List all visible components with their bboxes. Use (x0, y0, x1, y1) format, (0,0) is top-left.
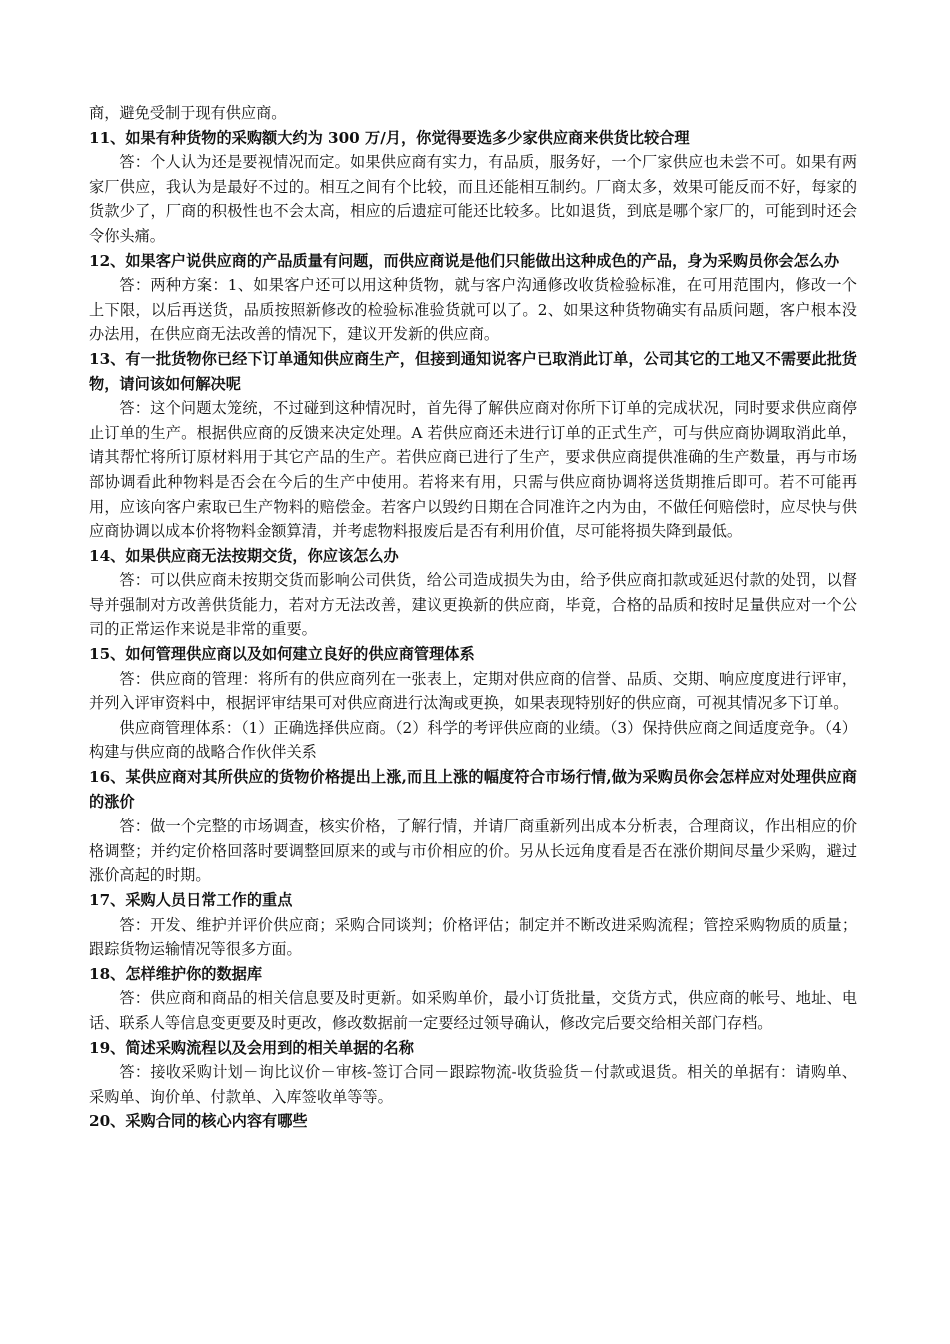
question-12: 12、如果客户说供应商的产品质量有问题，而供应商说是他们只能做出这种成色的产品，身为采购员你会怎么办 (89, 251, 840, 270)
answer-17: 答：开发、维护并评价供应商；采购合同谈判；价格评估；制定并不断改进采购流程；管控采购物质的质量；跟踪货物运输情况等很多方面。 (89, 915, 857, 959)
intro-paragraph: 商，避免受制于现有供应商。 (89, 104, 287, 122)
question-16: 16、某供应商对其所供应的货物价格提出上涨,而且上涨的幅度符合市场行情,做为采购员你会怎样应对处理供应商的涨价 (89, 768, 857, 811)
answer-15-part-1: 答：供应商的管理：将所有的供应商列在一张表上，定期对供应商的信誉、品质、交期、响应度度进行评审，并列入评审资料中，根据评审结果可对供应商进行汰淘或更换，如果表现特别好的供应商，可视其情况多下订单。 (89, 669, 857, 713)
question-17: 17、采购人员日常工作的重点 (89, 891, 293, 909)
answer-18: 答：供应商和商品的相关信息要及时更新。如采购单价，最小订货批量，交货方式，供应商的帐号、地址、电话、联系人等信息变更要及时更改，修改数据前一定要经过领导确认，修改完后要交给相关部门存档。 (89, 989, 857, 1032)
answer-14: 答：可以供应商未按期交货而影响公司供货，给公司造成损失为由，给予供应商扣款或延迟付款的处罚，以督导并强制对方改善供货能力，若对方无法改善，建议更换新的供应商，毕竟，合格的品质和按时足量供应对一个公司的正常运作来说是非常的重要。 (89, 571, 857, 639)
answer-11: 答：个人认为还是要视情况而定。如果供应商有实力，有品质，服务好，一个厂家供应也未尝不可。如果有两家厂供应，我认为是最好不过的。相互之间有个比较，而且还能相互制约。厂商太多，效果可能反而不好，每家的货款少了，厂商的积极性也不会太高，相应的后遗症可能还比较多。比如退货，到底是哪个家厂的，可能到时还会令你头痛。 (89, 153, 857, 245)
question-15: 15、如何管理供应商以及如何建立良好的供应商管理体系 (89, 645, 475, 664)
question-18: 18、怎样维护你的数据库 (89, 964, 263, 983)
question-13: 13、有一批货物你已经下订单通知供应商生产，但接到通知说客户已取消此订单，公司其它的工地又不需要此批货物，请问该如何解决呢 (89, 349, 857, 393)
question-19: 19、简述采购流程以及会用到的相关单据的名称 (89, 1038, 414, 1057)
answer-15-part-2: 供应商管理体系：（1）正确选择供应商。（2）科学的考评供应商的业绩。（3）保持供应商之间适度竞争。（4）构建与供应商的战略合作伙伴关系 (89, 718, 857, 762)
answer-13: 答：这个问题太笼统，不过碰到这种情况时，首先得了解供应商对你所下订单的完成状况，同时要求供应商停止订单的生产。根据供应商的反馈来决定处理。A 若供应商还未进行订单的正式生产，可与供应商协调取消此单，请其帮忙将所订原材料用于其它产品的生产。若供应商已进行了生产，要求供应商提供准确的生产数量，再与市场部协调看此种物料是否会在今后的生产中使用。若将来有用，只需与供应商协调将送货期推后即可。若不可能再用，应该向客户索取已生产物料的赔偿金。若客户以毁约日期在合同准许之内为由，不做任何赔偿时，应尽快与供应商协调以成本价将物料金额算清，并考虑物料报废后是否有利用价值，尽可能将损失降到最低。 (89, 399, 857, 541)
question-11: 11、如果有种货物的采购额大约为 300 万/月，你觉得要选多少家供应商来供货比较合理 (89, 128, 690, 147)
document-page (89, 101, 857, 1134)
answer-19: 答：接收采购计划－询比议价－审核-签订合同－跟踪物流-收货验货－付款或退货。相关的单据有：请购单、采购单、询价单、付款单、入库签收单等等。 (89, 1063, 857, 1106)
question-20: 20、采购合同的核心内容有哪些 (89, 1112, 308, 1131)
question-14: 14、如果供应商无法按期交货，你应该怎么办 (89, 546, 399, 565)
answer-16: 答：做一个完整的市场调查，核实价格，了解行情，并请厂商重新列出成本分析表，合理商议，作出相应的价格调整；并约定价格回落时要调整回原来的或与市价相应的价。另从长远角度看是否在涨价期间尽量少采购，避过涨价高起的时期。 (89, 817, 857, 885)
answer-12: 答：两种方案：1、如果客户还可以用这种货物，就与客户沟通修改收货检验标准，在可用范围内，修改一个上下限，以后再送货，品质按照新修改的检验标准验货就可以了。2、如果这种货物确实有品质问题，客户根本没办法用，在供应商无法改善的情况下，建议开发新的供应商。 (89, 276, 857, 344)
